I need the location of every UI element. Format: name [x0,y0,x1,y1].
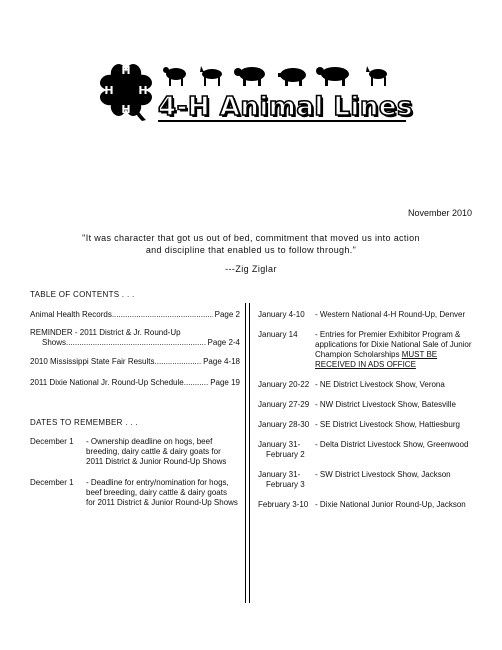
event-date: January 31- February 3 [258,470,305,489]
column-divider-2 [249,303,250,603]
event-emphasis: MUST BE RECEIVED IN ADS OFFICE [315,350,438,369]
issue-date: November 2010 [407,208,472,218]
toc-item[interactable] [30,310,240,320]
event-date: January 14 [258,330,298,339]
beef-cow-icon [234,67,265,86]
event-date: January 28-30 [258,420,310,429]
event-date: January 31- February 2 [258,440,305,459]
goat-icon [200,66,222,86]
event-desc: - SE District Livestock Show, Hattiesburg [315,420,460,429]
quote-author: ---Zig Ziglar [225,264,277,274]
event-item [258,420,476,430]
svg-text:H: H [138,84,148,97]
event-item [258,310,476,320]
event-date: December 1 [30,437,74,446]
quote-line-2: and discipline that enabled us to follow through." [145,245,357,255]
event-date: February 3-10 [258,500,309,509]
event-desc: - Dixie National Junior Round-Up, Jackson [315,500,466,509]
pig-icon [278,68,306,86]
event-item [258,400,476,410]
event-desc: - Entries for Premier Exhibitor Program & applications for Dixie National Sale of Junior Champion Scholarships MUST BE RECEIVED IN ADS OFFICE [315,330,472,369]
toc-item-label: 2011 Dixie National Jr. Round-Up Schedule [30,378,184,387]
column-divider [245,303,246,603]
svg-text:H: H [121,64,131,77]
toc-item-label-cont: Shows [42,338,67,347]
quote [0,232,502,256]
event-desc: - Ownership deadline on hogs, beef breeding, dairy cattle & dairy goats for 2011 District & Junior Round-Up Shows [86,437,227,466]
toc-item-label: REMINDER - 2011 District & Jr. Round-Up [30,328,181,337]
event-desc: - Western National 4-H Round-Up, Denver [315,310,466,319]
event-date: January 20-22 [258,380,310,389]
masthead-title: 4-H Animal Lines [158,92,413,122]
dairy-cow-icon [316,67,349,86]
toc-item[interactable] [30,357,240,367]
toc-item-label: Animal Health Records [30,310,112,319]
event-item [258,380,476,390]
toc-item[interactable] [30,328,240,348]
toc-item-page: Page 2 [214,310,240,319]
goat-icon-2 [366,66,387,86]
event-item [258,500,476,510]
svg-text:H: H [121,103,131,116]
sheep-icon [163,67,186,86]
event-desc: - NW District Livestock Show, Batesville [315,400,456,409]
livestock-silhouettes [160,62,400,88]
event-item [258,470,476,490]
event-item [258,440,476,460]
event-date: January 27-29 [258,400,310,409]
toc-item[interactable] [30,378,240,388]
toc-item-page: Page 19 [210,378,240,387]
event-date: January 4-10 [258,310,305,319]
event-item [30,478,238,508]
event-desc: - Delta District Livestock Show, Greenwood [315,440,469,449]
four-h-clover-logo [96,60,156,122]
toc-item-label: 2010 Mississippi State Fair Results [30,357,155,366]
event-item [258,330,476,370]
toc-item-page: Page 2-4 [207,338,240,347]
quote-line-1: "It was character that got us out of bed, commitment that moved us into action [82,233,420,243]
dates-title: DATES TO REMEMBER . . . [30,418,138,427]
event-desc: - NE District Livestock Show, Verona [315,380,445,389]
toc-item-page: Page 4-18 [203,357,240,366]
svg-text:H: H [104,84,114,97]
event-item [30,437,238,467]
masthead-rule [158,120,406,122]
toc-title: TABLE OF CONTENTS . . . [30,290,135,299]
event-desc: - Deadline for entry/nomination for hogs, beef breeding, dairy cattle & dairy goats for 2011 District & Junior Round-Up Shows [86,478,238,507]
event-desc: - SW District Livestock Show, Jackson [315,470,451,479]
event-date: December 1 [30,478,74,487]
